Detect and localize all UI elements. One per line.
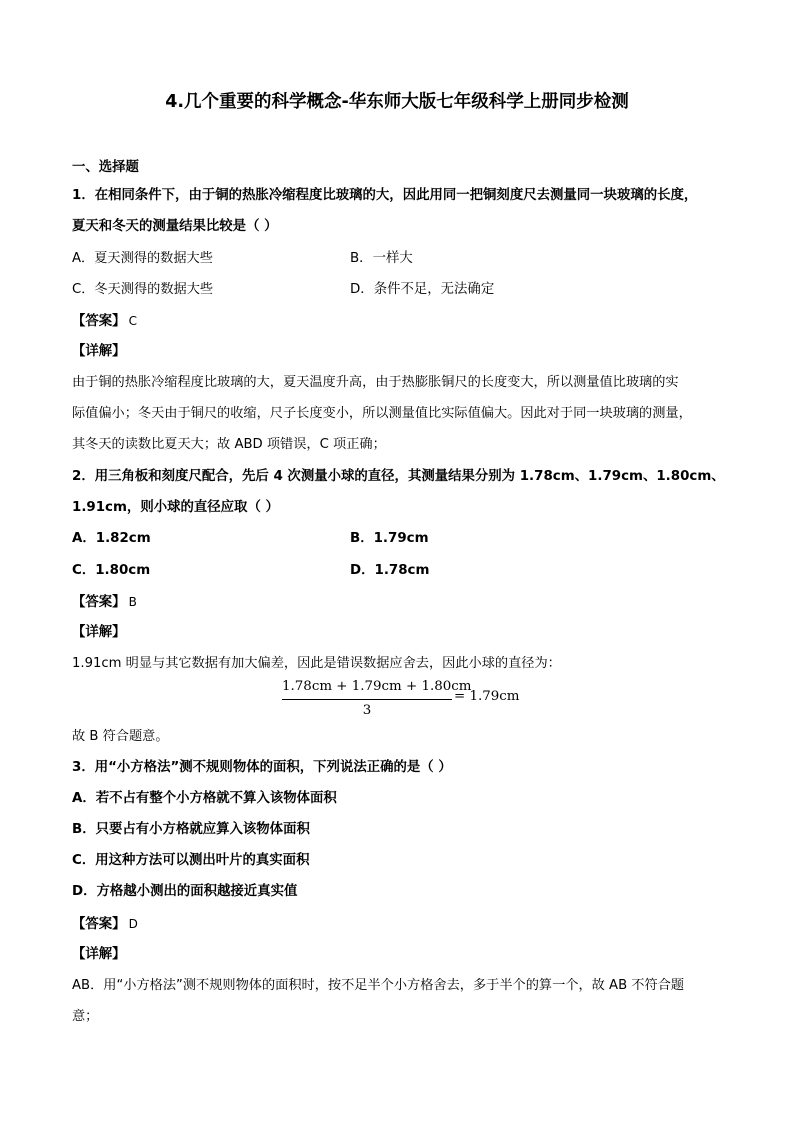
q1-option-c: C．冬天测得的数据大些: [72, 282, 214, 297]
q3-option-a: A．若不占有整个小方格就不算入该物体面积: [72, 791, 337, 806]
q1-detail-line-1: 由于铜的热胀冷缩程度比玻璃的大，夏天温度升高，由于热膨胀铜尺的长度变大，所以测量值比玻璃的实: [72, 375, 679, 390]
formula-result: = 1.79cm: [454, 689, 520, 704]
diameter-formula: [282, 679, 522, 723]
q3-detail-line-2: 意；: [72, 1009, 99, 1024]
answer-value: C: [128, 314, 137, 328]
q2-detail-line-2: 故 B 符合题意。: [72, 729, 169, 744]
q1-stem-line-1: 1．在相同条件下，由于铜的热胀冷缩程度比玻璃的大，因此用同一把铜刻度尺去测量同一块玻璃的长度，: [72, 188, 698, 203]
q3-option-d: D．方格越小测出的面积越接近真实值: [72, 884, 298, 899]
q2-option-c: C．1.80cm: [72, 563, 151, 578]
q1-answer: [72, 312, 137, 331]
q1-detail-line-3: 其冬天的读数比夏天大；故 ABD 项错误，C 项正确；: [72, 437, 386, 452]
q2-stem-line-2: 1.91cm，则小球的直径应取（ ）: [72, 500, 279, 515]
formula-denominator: 3: [362, 703, 372, 718]
q3-detail-label: 【详解】: [72, 947, 126, 962]
q2-option-a: A．1.82cm: [72, 531, 151, 546]
q1-option-a: A．夏天测得的数据大些: [72, 251, 213, 266]
section-heading: 一、选择题: [72, 160, 139, 175]
q1-detail-line-2: 际值偏小；冬天由于铜尺的收缩，尺子长度变小，所以测量值比实际值偏大。因此对于同一块玻璃的测量，: [72, 406, 692, 421]
q2-stem-line-1: 2．用三角板和刻度尺配合，先后 4 次测量小球的直径，其测量结果分别为 1.78cm、1.79cm、1.80cm、: [72, 469, 725, 484]
answer-value: B: [128, 595, 137, 609]
page-title: 4.几个重要的科学概念-华东师大版七年级科学上册同步检测: [165, 92, 629, 112]
q2-option-b: B．1.79cm: [350, 531, 429, 546]
q1-option-d: D．条件不足，无法确定: [350, 282, 495, 297]
fraction-bar: [282, 699, 452, 700]
q2-detail-line-1: 1.91cm 明显与其它数据有加大偏差，因此是错误数据应舍去，因此小球的直径为：: [72, 656, 561, 671]
q2-option-d: D．1.78cm: [350, 563, 430, 578]
q1-detail-label: 【详解】: [72, 344, 126, 359]
q2-detail-label: 【详解】: [72, 625, 126, 640]
q3-option-c: C．用这种方法可以测出叶片的真实面积: [72, 853, 310, 868]
answer-label: 【答案】: [72, 314, 126, 329]
q3-detail-line-1: AB．用“小方格法”测不规则物体的面积时，按不足半个小方格舍去，多于半个的算一个，故 AB 不符合题: [72, 978, 685, 993]
answer-value: D: [128, 917, 138, 931]
answer-label: 【答案】: [72, 595, 126, 610]
answer-label: 【答案】: [72, 917, 126, 932]
q3-option-b: B．只要占有小方格就应算入该物体面积: [72, 822, 310, 837]
q1-option-b: B．一样大: [350, 251, 413, 266]
q1-stem-line-2: 夏天和冬天的测量结果比较是（ ）: [72, 219, 278, 234]
q2-answer: [72, 593, 137, 612]
q3-answer: [72, 915, 138, 934]
q3-stem-line-1: 3．用“小方格法”测不规则物体的面积，下列说法正确的是（ ）: [72, 760, 452, 775]
formula-numerator: 1.78cm + 1.79cm + 1.80cm: [282, 679, 472, 694]
